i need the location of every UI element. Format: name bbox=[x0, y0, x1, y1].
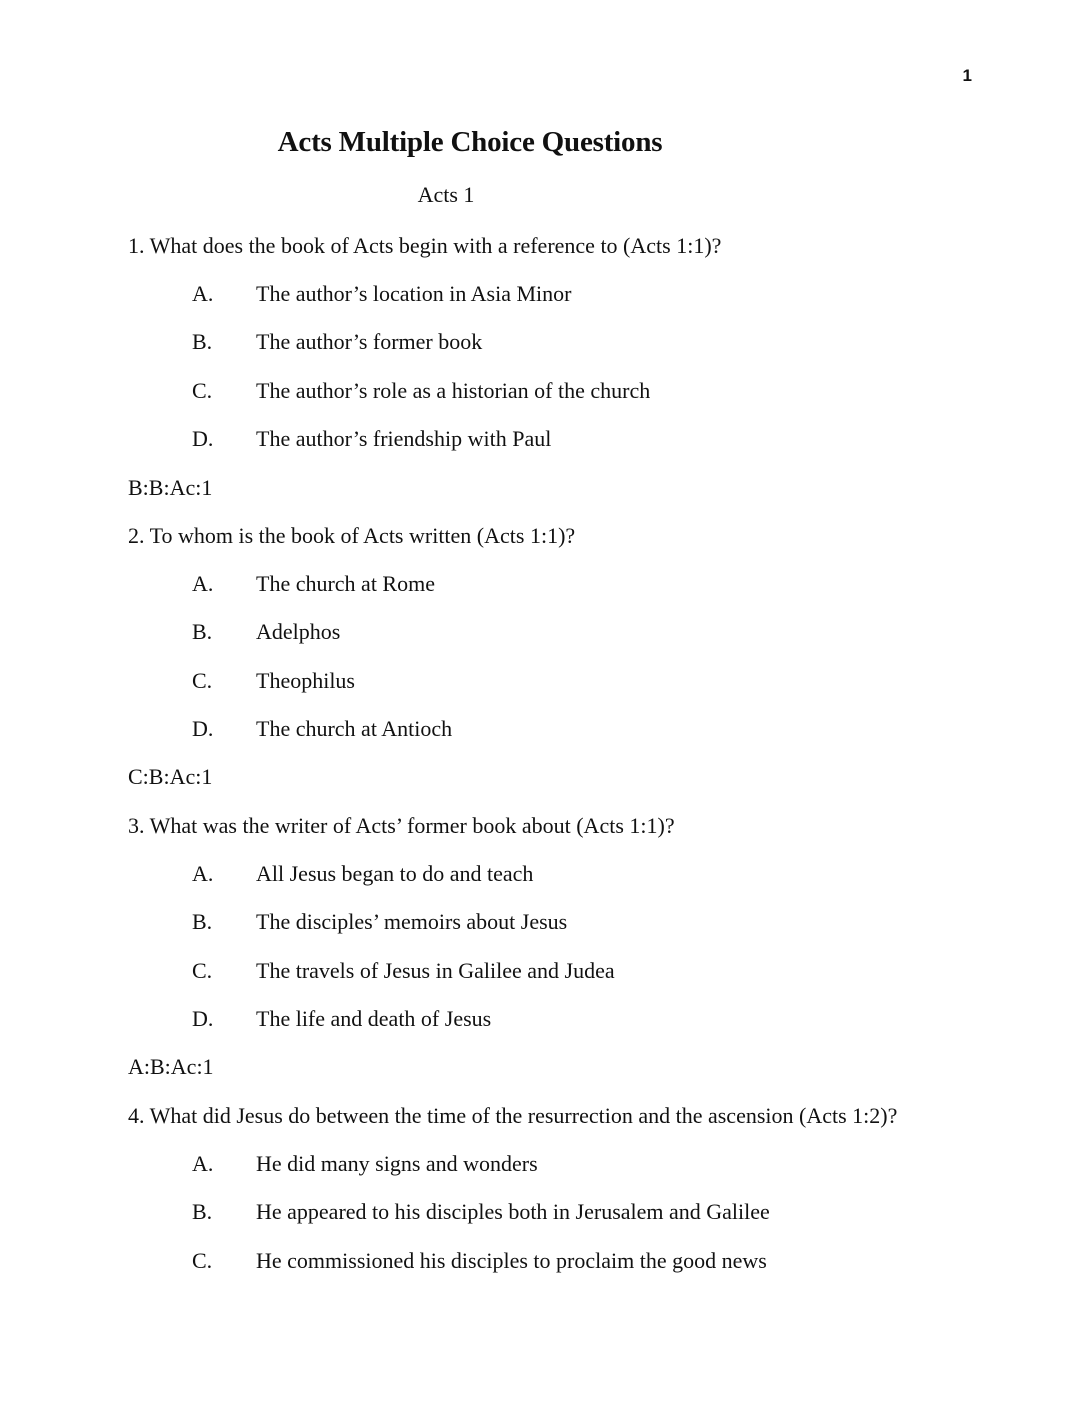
question-3-option-b-text: The disciples’ memoirs about Jesus bbox=[256, 909, 568, 934]
question-2-option-a-text: The church at Rome bbox=[256, 571, 435, 596]
question-2-option-d-letter: D. bbox=[192, 716, 214, 741]
question-4-option-b-text: He appeared to his disciples both in Jerusalem and Galilee bbox=[256, 1199, 770, 1224]
question-2-option-d-text: The church at Antioch bbox=[256, 716, 453, 741]
question-3-option-c-text: The travels of Jesus in Galilee and Judea bbox=[256, 958, 615, 983]
question-3: 3. What was the writer of Acts’ former book about (Acts 1:1)? bbox=[128, 813, 675, 838]
question-1-option-a-text: The author’s location in Asia Minor bbox=[256, 281, 572, 306]
page-title: Acts Multiple Choice Questions bbox=[277, 126, 663, 158]
question-3-answer-key: A:B:Ac:1 bbox=[128, 1054, 214, 1079]
question-4-option-a-text: He did many signs and wonders bbox=[256, 1151, 538, 1176]
question-3-option-a-text: All Jesus began to do and teach bbox=[256, 861, 534, 886]
question-1-answer-key: B:B:Ac:1 bbox=[128, 475, 213, 500]
question-2-option-a-letter: A. bbox=[192, 571, 214, 596]
question-1-option-c-letter: C. bbox=[192, 378, 213, 403]
question-3-option-b-letter: B. bbox=[192, 909, 213, 934]
question-2: 2. To whom is the book of Acts written (Acts 1:1)? bbox=[128, 523, 576, 548]
question-3-option-d-letter: D. bbox=[192, 1006, 214, 1031]
page-number: 1 bbox=[962, 66, 972, 85]
question-4-option-b-letter: B. bbox=[192, 1199, 213, 1224]
question-4-option-a-letter: A. bbox=[192, 1151, 214, 1176]
chapter-heading: Acts 1 bbox=[417, 182, 475, 207]
question-2-option-b-text: Adelphos bbox=[256, 619, 341, 644]
question-1-option-b-letter: B. bbox=[192, 329, 213, 354]
question-2-option-c-text: Theophilus bbox=[256, 668, 355, 693]
question-1-option-d-letter: D. bbox=[192, 426, 214, 451]
question-4-option-c-letter: C. bbox=[192, 1248, 213, 1273]
question-1: 1. What does the book of Acts begin with a reference to (Acts 1:1)? bbox=[128, 233, 722, 258]
question-4: 4. What did Jesus do between the time of the resurrection and the ascension (Acts 1:2)? bbox=[128, 1103, 898, 1128]
question-3-option-a-letter: A. bbox=[192, 861, 214, 886]
question-2-answer-key: C:B:Ac:1 bbox=[128, 764, 213, 789]
question-3-option-c-letter: C. bbox=[192, 958, 213, 983]
question-1-option-d-text: The author’s friendship with Paul bbox=[256, 426, 552, 451]
question-1-option-c-text: The author’s role as a historian of the church bbox=[256, 378, 651, 403]
question-3-option-d-text: The life and death of Jesus bbox=[256, 1006, 492, 1031]
question-2-option-c-letter: C. bbox=[192, 668, 213, 693]
question-2-option-b-letter: B. bbox=[192, 619, 213, 644]
question-1-option-a-letter: A. bbox=[192, 281, 214, 306]
question-4-option-c-text: He commissioned his disciples to proclaim the good news bbox=[256, 1248, 767, 1273]
question-1-option-b-text: The author’s former book bbox=[256, 329, 483, 354]
